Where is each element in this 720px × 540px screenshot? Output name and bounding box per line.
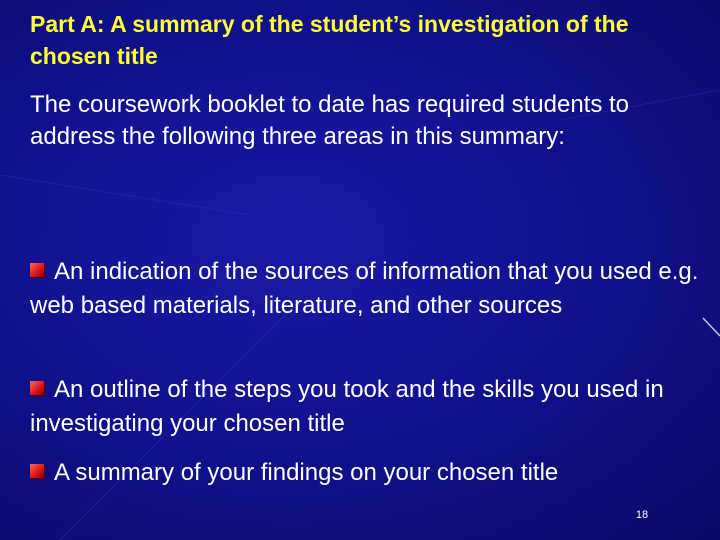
bullet-text: A summary of your findings on your chosen title: [54, 459, 559, 486]
bullet-square-icon: [30, 263, 44, 277]
bullet-square-icon: [30, 381, 44, 395]
page-number: 18: [635, 509, 649, 521]
bullet-text: An outline of the steps you took and the skills you used in investigating your chosen title: [30, 376, 664, 437]
bullet-item-sources: [30, 255, 700, 323]
bullet-square-icon: [30, 464, 44, 478]
bullet-text: An indication of the sources of information that you used e.g. web based materials, literature, and other sources: [30, 258, 699, 319]
bullet-item-summary: [30, 456, 700, 490]
slide-title: Part A: A summary of the student’s investigation of the chosen title: [30, 11, 629, 69]
intro-paragraph: The coursework booklet to date has required students to address the following three areas in this summary:: [30, 91, 630, 150]
bullet-item-steps: [30, 373, 700, 441]
